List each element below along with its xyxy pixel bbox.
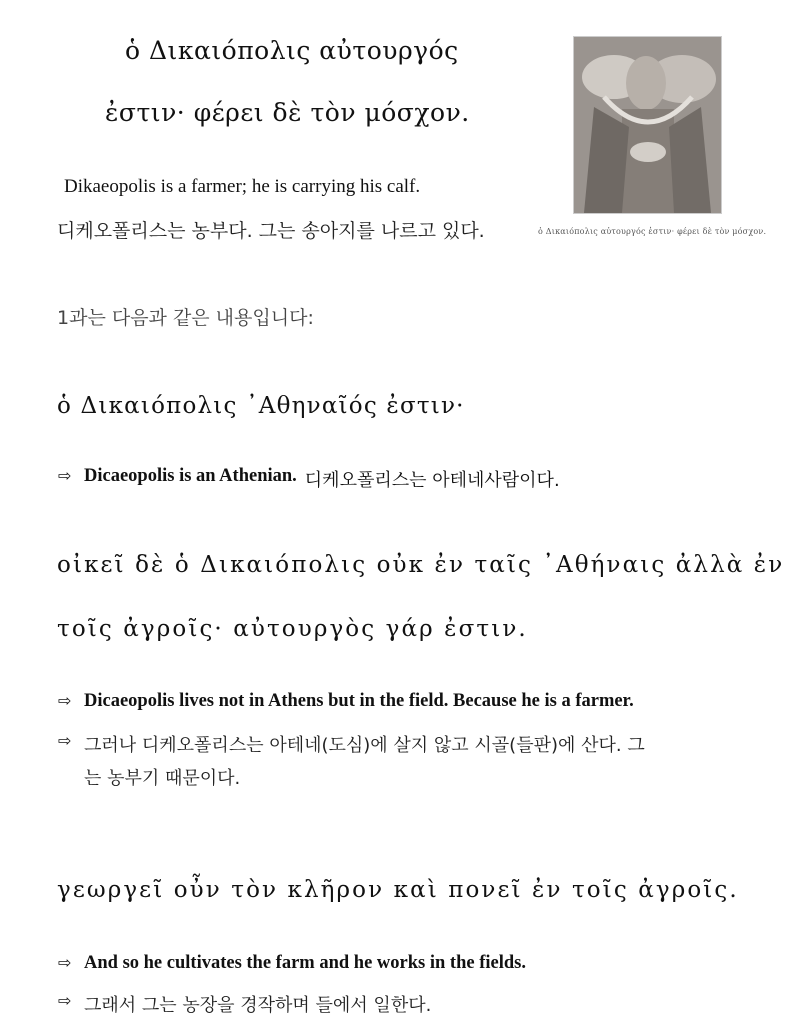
intro-korean: 디케오폴리스는 농부다. 그는 송아지를 나르고 있다. — [57, 220, 485, 242]
title-line-1: ὁ Δικαιόπολις αὐτουργός — [125, 36, 459, 65]
arrow-right-outline-icon: ⇨ — [58, 466, 72, 485]
lesson-intro: 1과는 다음과 같은 내용입니다: — [57, 307, 314, 329]
section-2-english: Dicaeopolis lives not in Athens but in the field. Because he is a farmer. — [84, 691, 634, 711]
section-3-korean: 그래서 그는 농장을 경작하며 들에서 일한다. — [84, 995, 432, 1016]
section-2-korean-2: 는 농부기 때문이다. — [84, 768, 241, 789]
figure-caption: ὁ Δικαιόπολις αὐτουργός ἐστιν· φέρει δὲ τὸν μόσχον. — [538, 227, 767, 236]
arrow-right-outline-icon: ⇨ — [58, 991, 72, 1010]
section-3-greek: γεωργεῖ οὖν τὸν κλῆρον καὶ πονεῖ ἐν τοῖς ἀγροῖς. — [57, 877, 739, 903]
section-3-english-line — [58, 953, 526, 974]
section-2-greek-line-2: τοῖς ἀγροῖς· αὐτουργὸς γάρ ἐστιν. — [57, 616, 528, 642]
section-2-korean-line-1 — [58, 731, 645, 757]
section-2-korean-1: 그러나 디케오폴리스는 아테네(도심)에 살지 않고 시골(들판)에 산다. 그 — [84, 735, 645, 756]
section-1-korean: 디케오폴리스는 아테네사람이다. — [304, 470, 560, 491]
moschophoros-statue-image — [573, 36, 722, 214]
section-1-greek: ὁ Δικαιόπολις ᾽Αθηναῖός ἐστιν· — [57, 393, 465, 419]
intro-english: Dikaeopolis is a farmer; he is carrying his calf. — [64, 176, 421, 197]
arrow-right-outline-icon: ⇨ — [58, 731, 72, 750]
arrow-right-outline-icon: ⇨ — [58, 953, 72, 972]
section-2-english-line — [58, 691, 634, 712]
title-line-2: ἐστιν· φέρει δὲ τὸν μόσχον. — [105, 98, 470, 127]
section-3-english: And so he cultivates the farm and he works in the fields. — [84, 953, 526, 973]
section-2-greek-line-1: οἰκεῖ δὲ ὁ Δικαιόπολις οὐκ ἐν ταῖς ᾽Αθήναις ἀλλὰ ἐν — [57, 552, 785, 578]
section-1-translation — [58, 466, 560, 492]
statue-illustration — [574, 37, 721, 213]
section-1-english: Dicaeopolis is an Athenian. — [84, 466, 297, 486]
arrow-right-outline-icon: ⇨ — [58, 691, 72, 710]
section-3-korean-line — [58, 991, 431, 1017]
